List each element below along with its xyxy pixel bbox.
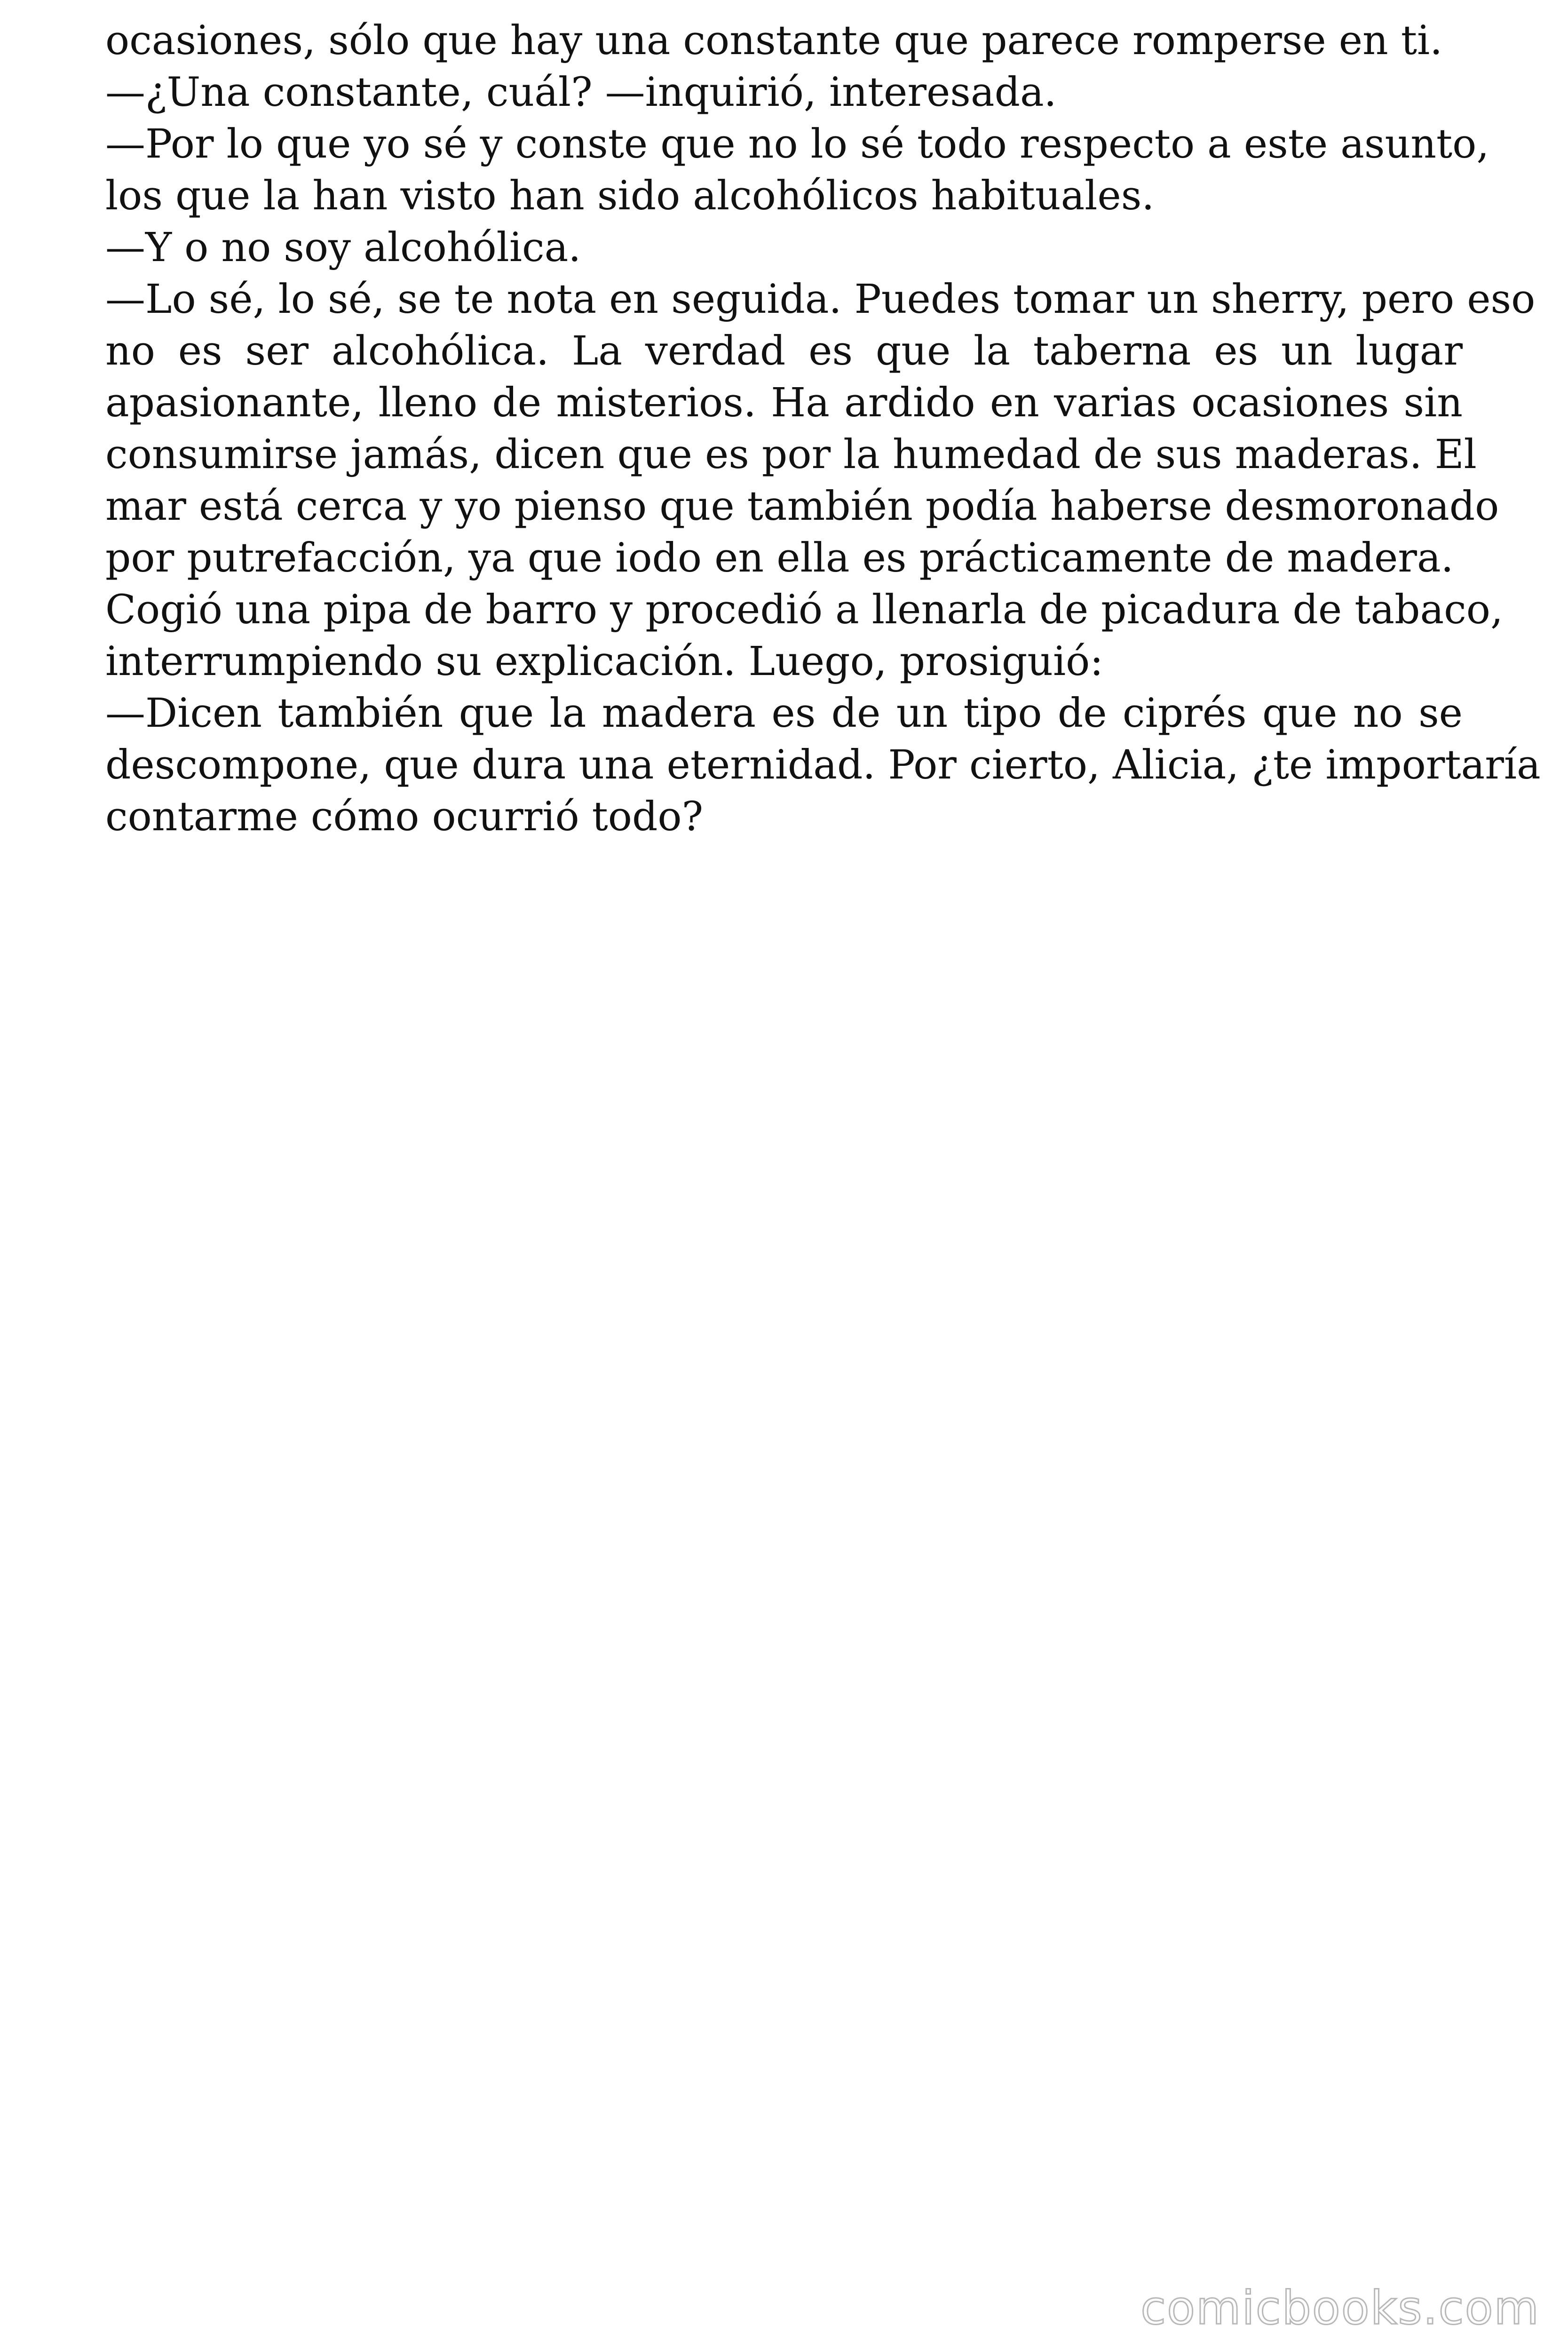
text-line: apasionante, lleno de misterios. Ha ardido en varias ocasiones sin: [105, 380, 1463, 426]
text-line: mar está cerca y yo pienso que también podía haberse desmoronado: [105, 483, 1499, 530]
text-line: los que la han visto han sido alcohólicos habituales.: [105, 173, 1155, 219]
text-line: —Por lo que yo sé y conste que no lo sé todo respecto a este asunto,: [105, 121, 1489, 167]
text-line: interrumpiendo su explicación. Luego, prosiguió:: [105, 638, 1103, 685]
text-line: no es ser alcohólica. La verdad es que la taberna es un lugar: [105, 328, 1463, 374]
text-line: consumirse jamás, dicen que es por la humedad de sus maderas. El: [105, 431, 1477, 478]
text-line: —¿Una constante, cuál? —inquirió, interesada.: [105, 69, 1057, 116]
text-line: —Y o no soy alcohólica.: [105, 224, 581, 271]
text-line: —Lo sé, lo sé, se te nota en seguida. Puedes tomar un sherry, pero eso: [105, 276, 1536, 323]
text-line: —Dicen también que la madera es de un tipo de ciprés que no se: [105, 690, 1463, 737]
text-line: contarme cómo ocurrió todo?: [105, 794, 704, 840]
text-line: descompone, que dura una eternidad. Por cierto, Alicia, ¿te importaría: [105, 742, 1541, 788]
body-text: [105, 15, 1541, 843]
text-line: por putrefacción, ya que iodo en ella es prácticamente de madera.: [105, 535, 1454, 581]
text-line: ocasiones, sólo que hay una constante que parece romperse en ti.: [105, 17, 1443, 64]
watermark: comicbooks.com: [1140, 2281, 1540, 2335]
text-line: Cogió una pipa de barro y procedió a llenarla de picadura de tabaco,: [105, 587, 1503, 633]
